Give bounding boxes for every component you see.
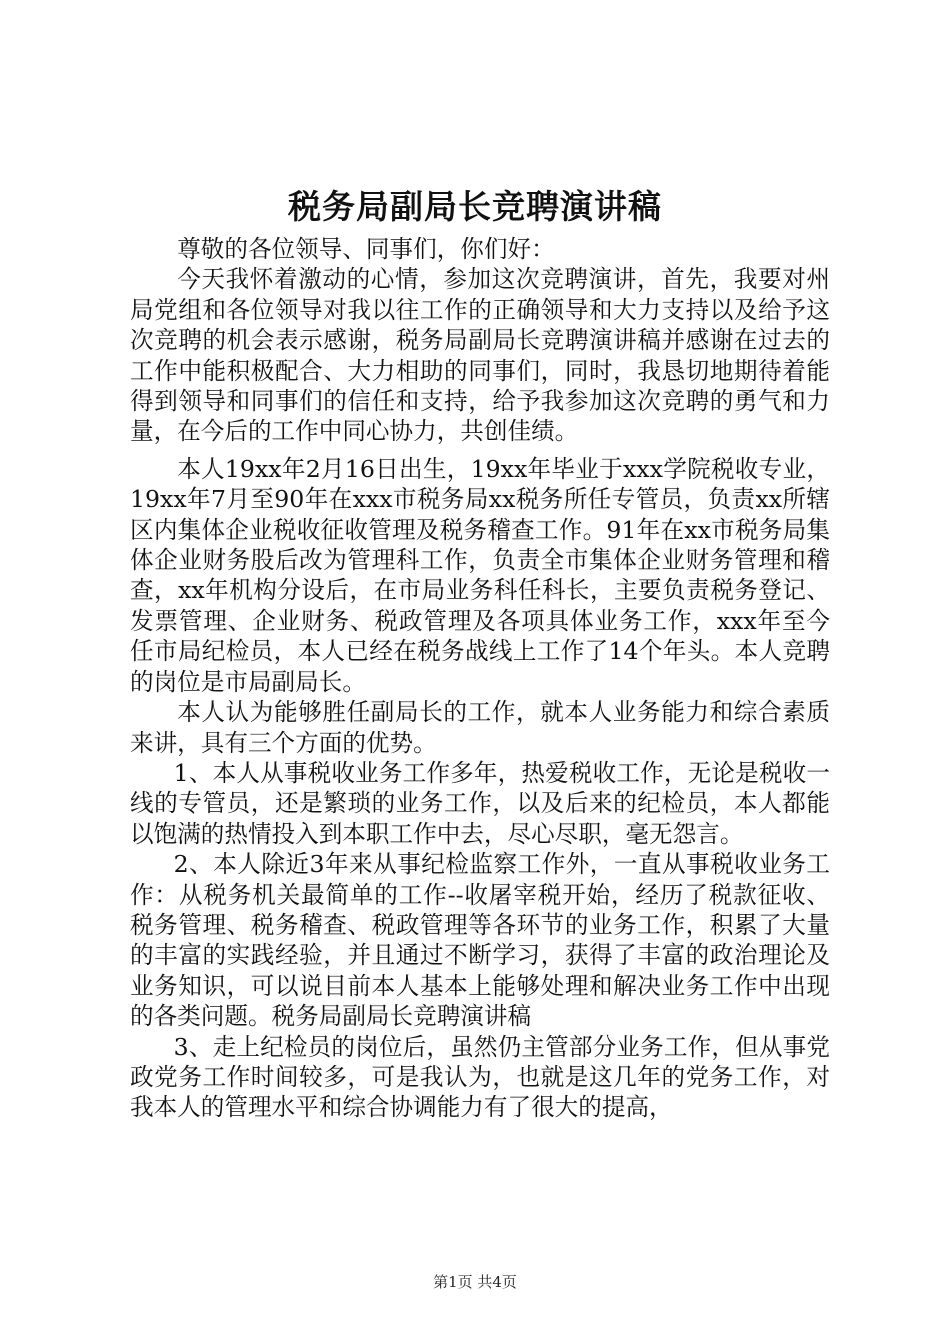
document-title: 税务局副局长竞聘演讲稿 [288,187,662,226]
paragraph-advantage-2: 2、本人除近3年来从事纪检监察工作外，一直从事税收业务工作：从税务机关最简单的工作--收屠宰税开始，经历了税款征收、税务管理、税务稽查、税政管理等各环节的业务工作，积累了大量的丰富的实践经验，并且通过不断学习，获得了丰富的政治理论及业务知识，可以说目前本人基本上能够处理和解决业务工作中出现的各类问题。税务局副局长竞聘演讲稿 [130,850,830,1031]
paragraph-advantages-intro: 本人认为能够胜任副局长的工作，就本人业务能力和综合素质来讲，具有三个方面的优势。 [130,698,830,757]
paragraph-background: 本人19xx年2月16日出生，19xx年毕业于xxx学院税收专业，19xx年7月至90年在xxx市税务局xx税务所任专管员，负责xx所辖区内集体企业税收征收管理及税务稽查工作。91年在xx市税务局集体企业财务股后改为管理科工作，负责全市集体企业财务管理和稽查，xx年机构分设后，在市局业务科任科长，主要负责税务登记、发票管理、企业财务、税政管理及各项具体业务工作，xxx年至今任市局纪检员，本人已经在税务战线上工作了14个年头。本人竞聘的岗位是市局副局长。 [130,454,830,696]
paragraph-advantage-3: 3、走上纪检员的岗位后，虽然仍主管部分业务工作，但从事党政党务工作时间较多，可是我认为，也就是这几年的党务工作，对我本人的管理水平和综合协调能力有了很大的提高， [130,1032,830,1122]
paragraph-advantage-1: 1、本人从事税收业务工作多年，热爱税收工作，无论是税收一线的专管员，还是繁琐的业务工作，以及后来的纪检员，本人都能以饱满的热情投入到本职工作中去，尽心尽职，毫无怨言。 [130,758,830,848]
page-footer: 第1页 共4页 [433,1273,517,1291]
paragraph-greeting: 尊敬的各位领导、同事们，你们好： [177,235,555,263]
document-body [130,234,830,1123]
paragraph-thanks: 今天我怀着激动的心情，参加这次竞聘演讲，首先，我要对州局党组和各位领导对我以往工作的正确领导和大力支持以及给予这次竞聘的机会表示感谢，税务局副局长竞聘演讲稿并感谢在过去的工作中能积极配合、大力相助的同事们，同时，我恳切地期待着能得到领导和同事们的信任和支持，给予我参加这次竞聘的勇气和力量，在今后的工作中同心协力，共创佳绩。 [130,265,830,446]
